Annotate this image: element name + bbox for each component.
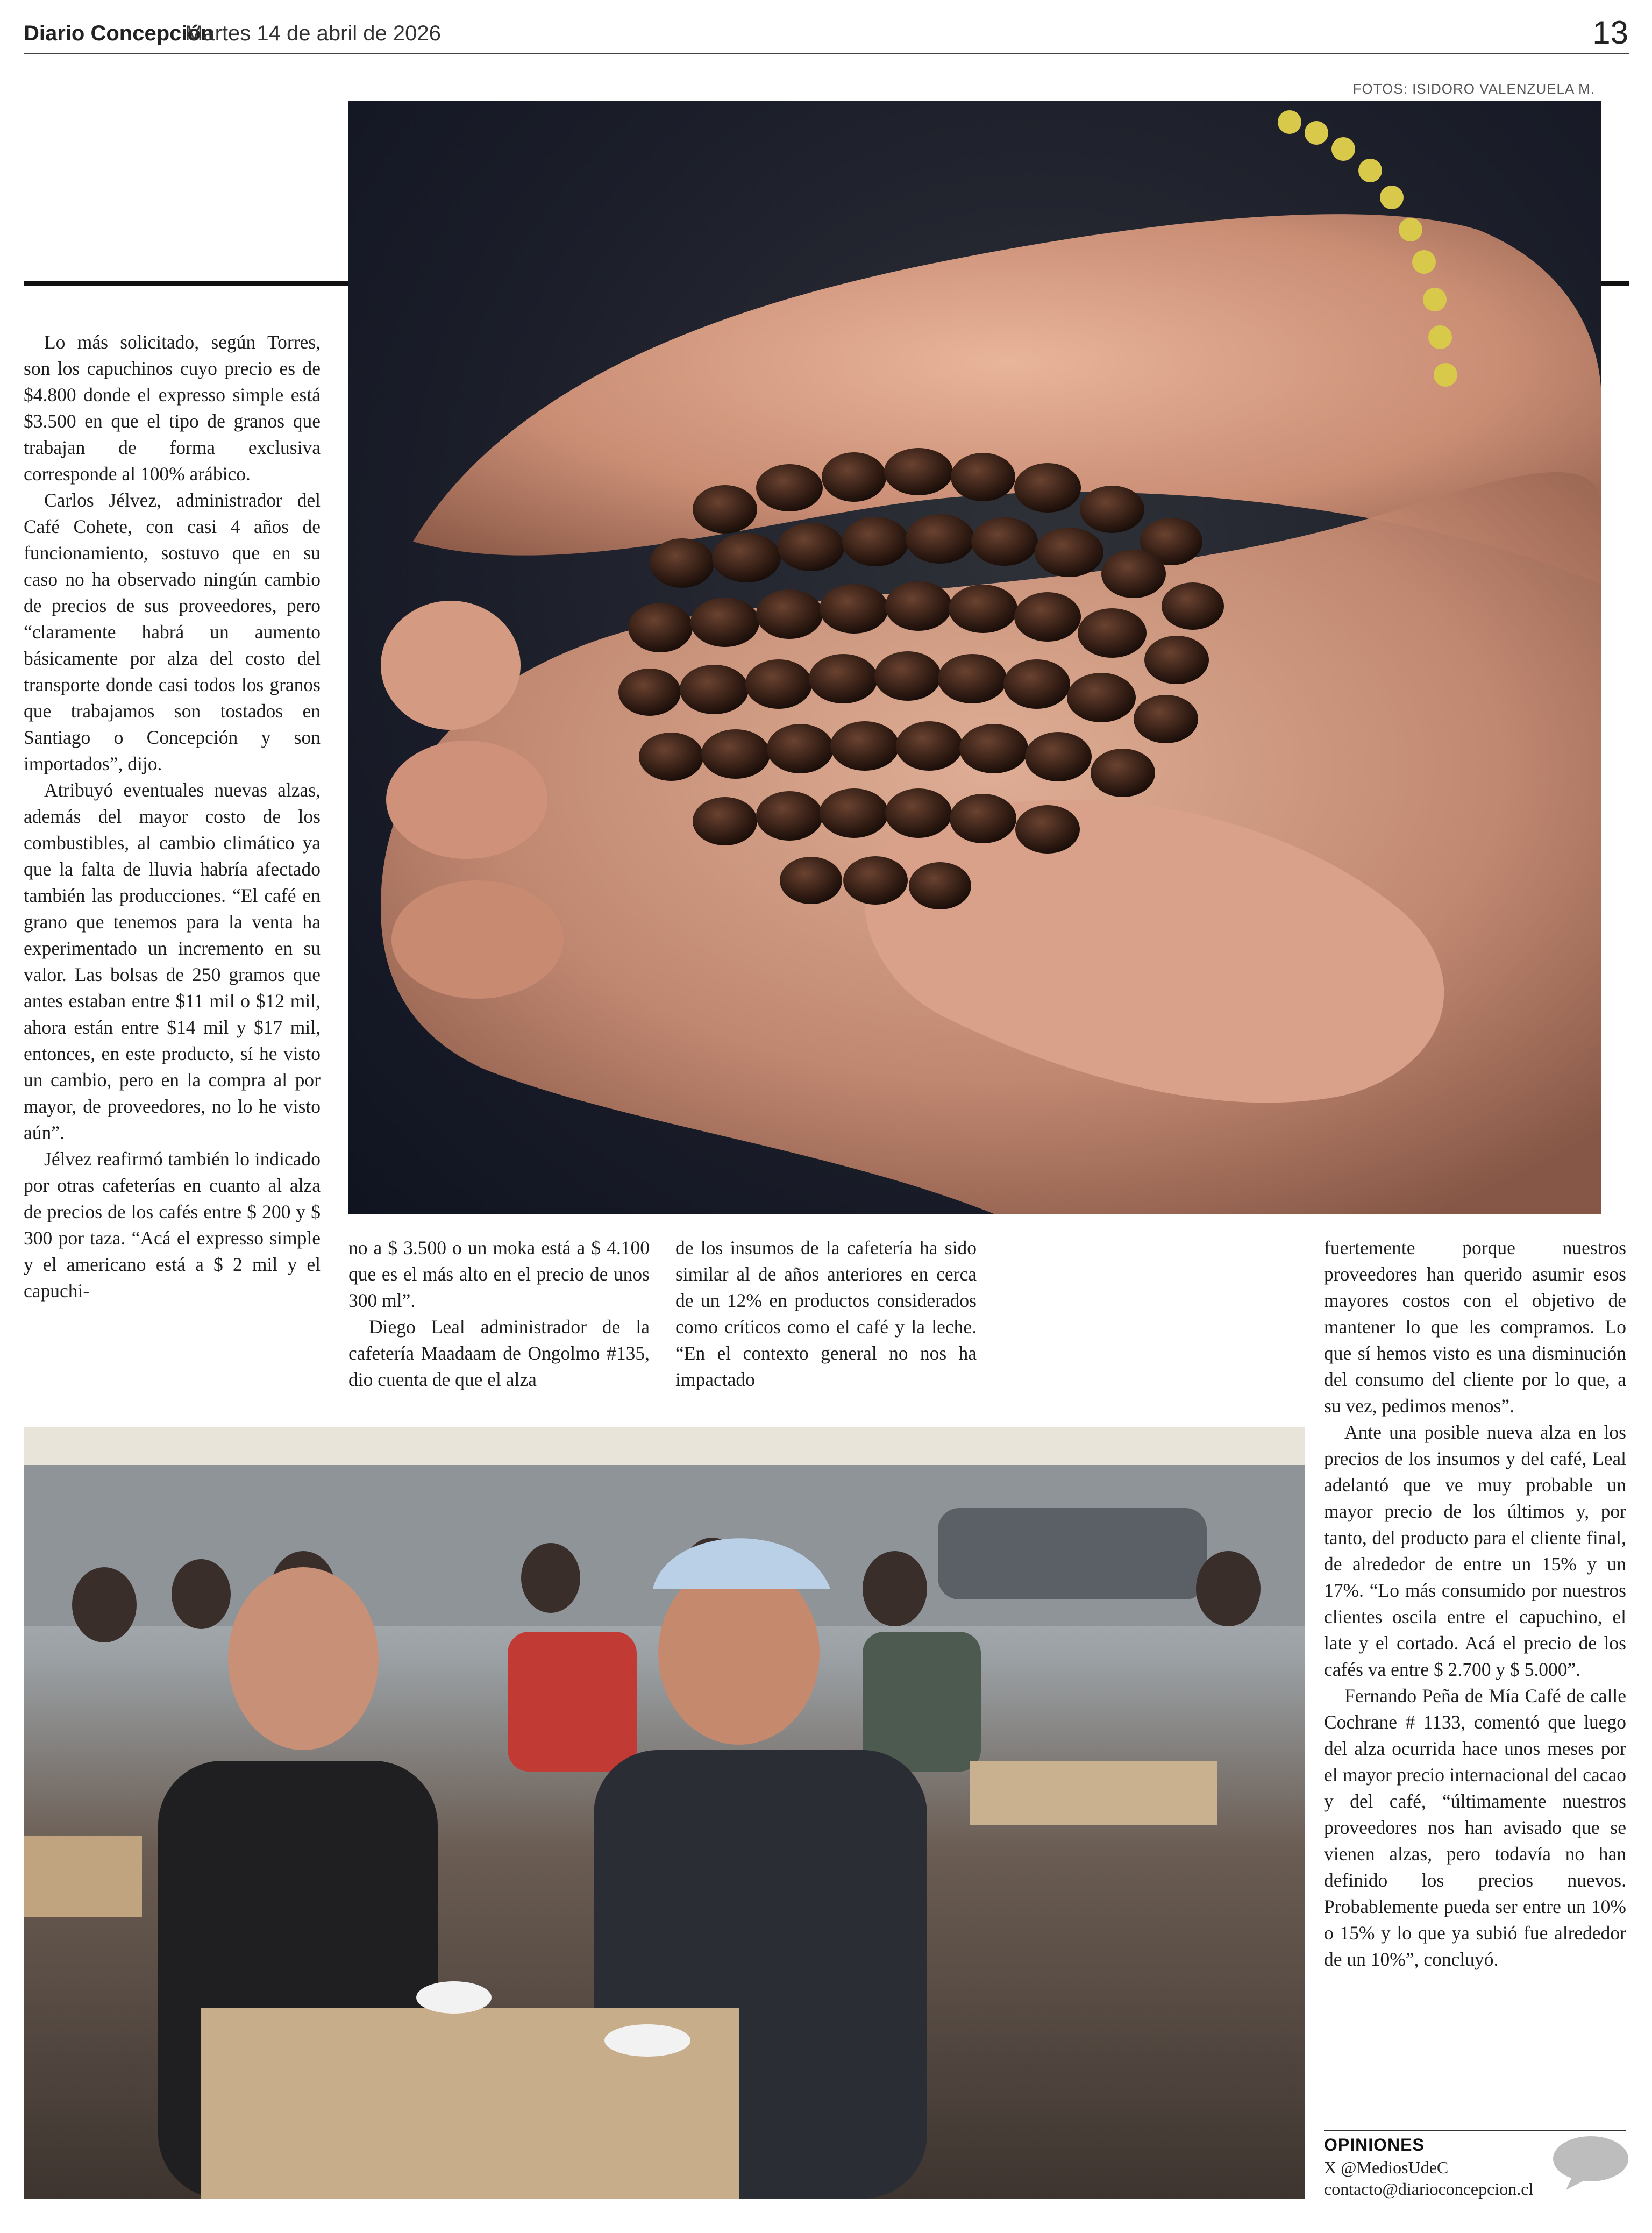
- paragraph: Atribuyó eventuales nuevas alzas, además del mayor costo de los combustibles, al cambio climático ya que la falta de lluvia habría afectado también las producciones. “El café en grano que tenemos para la venta ha experimentado un incremento en su valor. Las bolsas de 250 gramos que antes estaban entre $11 mil o $12 mil, ahora están entre $14 mil y $17 mil, entonces, en este producto, sí he visto un cambio, pero en la compra al por mayor, de proveedores, no lo he visto aún”.: [24, 779, 321, 1143]
- paragraph: no a $ 3.500 o un moka está a $ 4.100 que es el más alto en el precio de unos 300 ml”.: [348, 1237, 650, 1311]
- paragraph: Jélvez reafirmó también lo indicado por otras cafeterías en cuanto al alza de precios de los cafés entre $ 200 y $ 300 por taza. “Acá el expresso simple y el americano está a $ 2 mil y el capuchi-: [24, 1148, 321, 1302]
- article-column-middle-2: [675, 1235, 977, 1393]
- article-column-middle-1: [348, 1235, 650, 1393]
- social-handle[interactable]: X @MediosUdeC: [1324, 2158, 1449, 2177]
- article-column-left: [24, 329, 321, 1304]
- header-divider: [24, 53, 1629, 54]
- opinion-divider: [1324, 2130, 1626, 2131]
- article-column-right: [1324, 1235, 1626, 1973]
- coffee-beans-photo: [348, 101, 1601, 1214]
- newspaper-name: Diario Concepción: [24, 22, 214, 45]
- issue-date: Martes 14 de abril de 2026: [185, 22, 441, 45]
- cafe-terrace-photo: [24, 1427, 1305, 2199]
- chat-bubble-icon: [1551, 2133, 1630, 2192]
- paragraph: Lo más solicitado, según Torres, son los capuchinos cuyo precio es de $4.800 donde el expresso simple está $3.500 en que el tipo de granos que trabajan de forma exclusiva corresponde al 100% arábico.: [24, 331, 321, 485]
- paragraph: Ante una posible nueva alza en los precios de los insumos y del café, Leal adelantó que ve muy probable un mayor precio de los últimos y, por tanto, del producto para el cliente final, de alrededor de entre un 15% y un 17%. “Lo más consumido por nuestros clientes oscila entre el capuchino, el late y el cortado. Acá el precio de los cafés va entre $ 2.700 y $ 5.000”.: [1324, 1421, 1626, 1680]
- paragraph: fuertemente porque nuestros proveedores han querido asumir esos mayores costos con el objetivo de mantener lo que les compramos. Lo que sí hemos visto es una disminución del consumo del cliente por lo que, a su vez, pedimos menos”.: [1324, 1237, 1626, 1417]
- paragraph: de los insumos de la cafetería ha sido similar al de años anteriores en cerca de un 12% en productos considerados como críticos como el café y la leche. “En el contexto general no nos ha impactado: [675, 1237, 977, 1390]
- paragraph: Fernando Peña de Mía Café de calle Cochrane # 1133, comentó que luego del alza ocurrida hace unos meses por el mayor precio internacional del cacao y del café, “últimamente nuestros proveedores nos han avisado que se vienen alzas, pero todavía no han definido los precios nuevos. Probablemente pueda ser entre un 10% o 15% y lo que ya subió fue alrededor de un 10%”, concluyó.: [1324, 1685, 1626, 1970]
- contact-email[interactable]: contacto@diarioconcepcion.cl: [1324, 2179, 1534, 2199]
- paragraph: Diego Leal administrador de la cafetería Maadaam de Ongolmo #135, dio cuenta de que el alza: [348, 1316, 650, 1390]
- paragraph: Carlos Jélvez, administrador del Café Cohete, con casi 4 años de funcionamiento, sostuvo que en su caso no ha observado ningún cambio de precios de sus proveedores, pero “claramente habrá un aumento básicamente por alza del costo del transporte donde casi todos los granos que trabajamos son tostados en Santiago o Concepción y son importados”, dijo.: [24, 489, 321, 774]
- photo-credit: FOTOS: ISIDORO VALENZUELA M.: [1352, 81, 1595, 97]
- opinion-title: OPINIONES: [1324, 2135, 1425, 2154]
- page-number: 13: [1592, 15, 1628, 51]
